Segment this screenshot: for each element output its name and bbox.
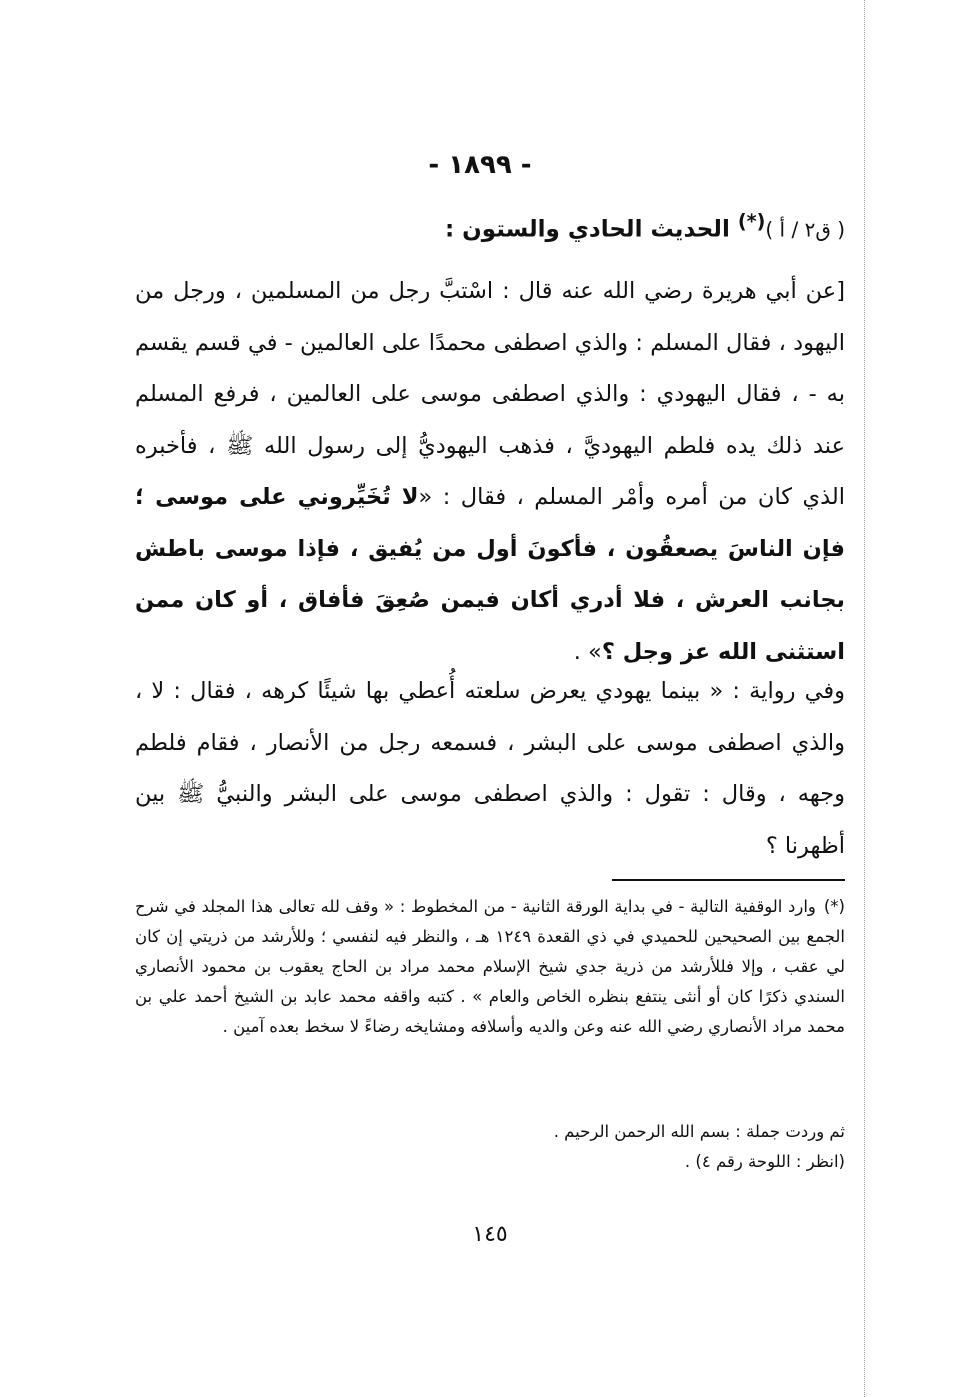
hadith-text-closing: » . (573, 638, 602, 665)
footnote-line-basmala: ثم وردت جملة : بسم الله الرحمن الرحيم . (553, 1122, 845, 1141)
manuscript-reference: ( ق٢ / أ ) (765, 217, 845, 242)
narration-text: وفي رواية : « بينما يهودي يعرض سلعته أُعطي بها شيئًا كرهه ، فقال : لا ، والذي اصطفى موسى على البشر ، فسمعه رجل من الأنصار ، فقام فلطم وجهه ، وقال : تقول : والذي اصطفى موسى على البشر والنبيُّ ﷺ بين أظهرنا ؟ (135, 678, 845, 859)
footnote-marker: (*) (737, 210, 766, 233)
hadith-text-plain: [عن أبي هريرة رضي الله عنه قال : اسْتبَّ رجل من المسلمين ، ورجل من اليهود ، فقال المسلم : والذي اصطفى محمدًا على العالمين - في قسم يقسم به - ، فقال اليهودي : والذي اصطفى موسى على العالمين ، فرفع المسلم عند ذلك يده فلطم اليهوديَّ ، فذهب اليهوديُّ إلى رسول الله ﷺ ، فأخبره الذي كان من أمره وأمْر المسلم ، فقال : « (135, 278, 845, 510)
hadith-heading (300, 210, 845, 243)
footnote-line-reference: (انظر : اللوحة رقم ٤) . (684, 1152, 845, 1171)
hadith-text (135, 266, 845, 678)
hadith-number: - ١٨٩٩ - (428, 150, 532, 180)
page-edge-line (864, 0, 865, 1397)
hadith-text-quote: لا تُخَيِّروني على موسى ؛ فإن الناسَ يصعقُون ، فأكونَ أول من يُفيق ، فإذا موسى باطش بجانب العرش ، فلا أدري أكان فيمن صُعِقَ فأفاق ، أو كان ممن استثنى الله عز وجل ؟ (135, 484, 845, 665)
page-number: ١٤٥ (472, 1222, 508, 1247)
footnote (135, 892, 845, 1042)
footnote-separator (612, 879, 845, 881)
footnote-text: وارد الوقفية التالية - في بداية الورقة الثانية - من المخطوط : « وقف لله تعالى هذا المجلد في شرح الجمع بين الصحيحين للحميدي في ذي القعدة ١٢٤٩ هـ ، والنظر فيه لنفسي ؛ وللأرشد من ذريتي إن كان لي عقب ، وإلا فللأرشد من ذرية جدي شيخ الإسلام محمد مراد بن الحاج يعقوب بن محمود الأنصاري السندي ذكرًا كان أو أنثى ينتفع بنظره الخاص والعام » . كتبه واقفه محمد عابد بن الشيخ أحمد علي بن محمد مراد الأنصاري رضي الله عنه وعن والديه وأسلافه ومشايخه رضاءً لا سخط بعده آمين . (135, 897, 846, 1036)
hadith-title: الحديث الحادي والستون : (444, 216, 730, 243)
footnote-mark: (*) (823, 897, 845, 916)
